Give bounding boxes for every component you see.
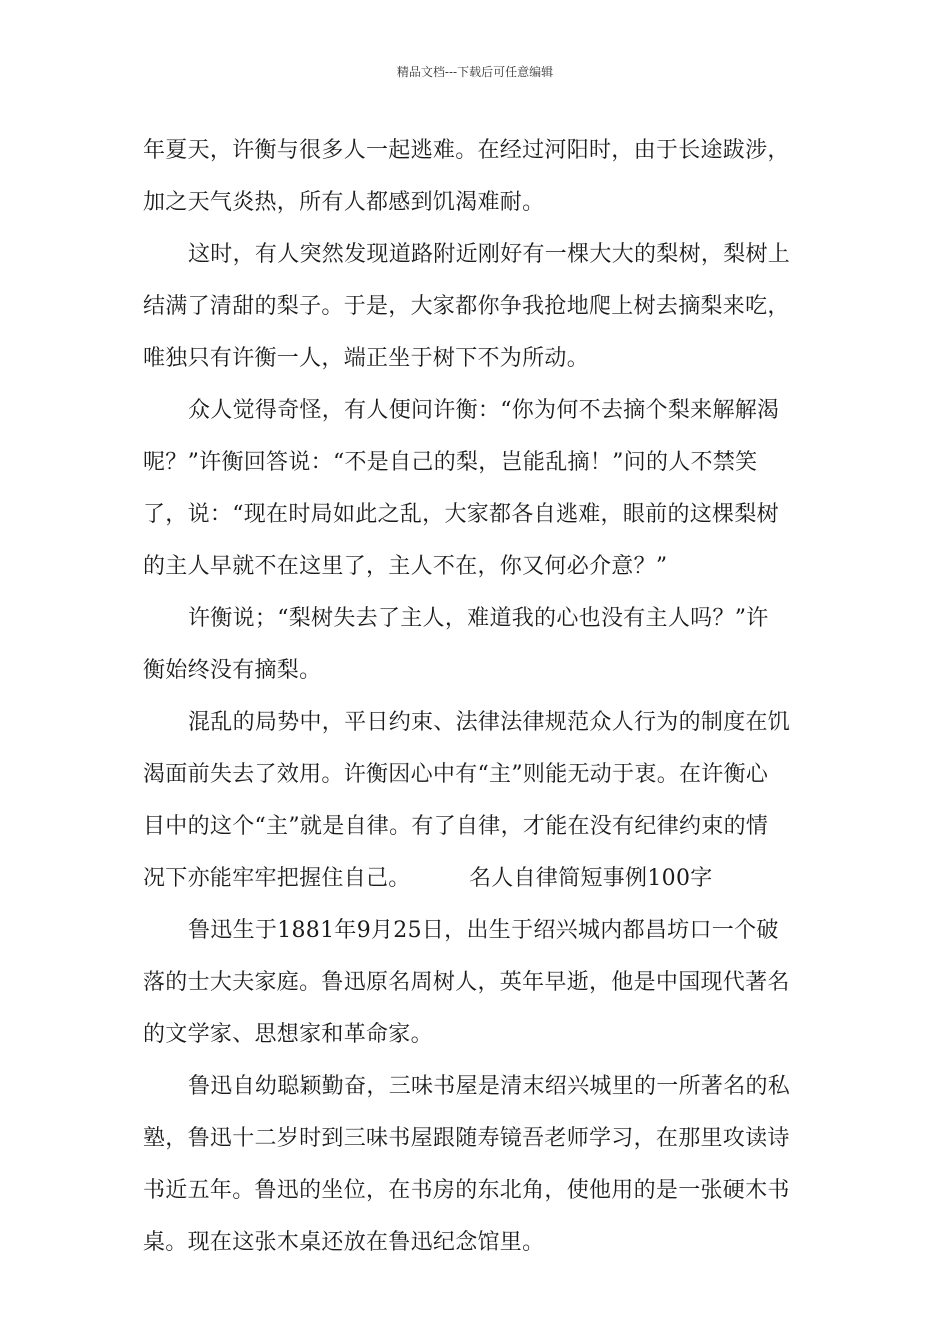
text-line: 混乱的局势中，平日约束、法律法律规范众人行为的制度在饥 (188, 710, 791, 735)
text-line: 塾，鲁迅十二岁时到三味书屋跟随寿镜吾老师学习，在那里攻读诗 (143, 1126, 790, 1151)
text-line: 呢？”许衡回答说：“不是自己的梨，岂能乱摘！”问的人不禁笑 (143, 450, 758, 475)
text-line: 这时，有人突然发现道路附近刚好有一棵大大的梨树，梨树上 (188, 242, 791, 267)
text-line: 鲁迅自幼聪颖勤奋，三味书屋是清末绍兴城里的一所著名的私 (188, 1074, 791, 1099)
text-line: 的文学家、思想家和革命家。 (143, 1022, 433, 1047)
text-line: 了，说：“现在时局如此之乱，大家都各自逃难，眼前的这棵梨树 (143, 502, 779, 527)
text-line: 的主人早就不在这里了，主人不在，你又何必介意？” (143, 554, 668, 579)
text-line: 渴面前失去了效用。许衡因心中有“主”则能无动于衷。在许衡心 (143, 762, 769, 787)
text-line: 结满了清甜的梨子。于是，大家都你争我抢地爬上树去摘梨来吃， (143, 294, 790, 319)
text-line: 衡始终没有摘梨。 (143, 658, 322, 683)
text-line: 许衡说；“梨树失去了主人，难道我的心也没有主人吗？”许 (188, 606, 769, 631)
document-body (143, 129, 807, 1273)
text-line: 鲁迅生于1881年9月25日，出生于绍兴城内都昌坊口一个破 (188, 918, 779, 943)
text-line: 况下亦能牢牢把握住自己。 名人自律简短事例100字 (143, 866, 713, 891)
text-line: 加之天气炎热，所有人都感到饥渴难耐。 (143, 190, 545, 215)
text-line: 桌。现在这张木桌还放在鲁迅纪念馆里。 (143, 1230, 545, 1255)
page-header: 精品文档---下载后可任意编辑 (396, 65, 554, 79)
text-line: 书近五年。鲁迅的坐位，在书房的东北角，使他用的是一张硬木书 (143, 1178, 790, 1203)
text-line: 年夏天，许衡与很多人一起逃难。在经过河阳时，由于长途跋涉， (143, 138, 790, 163)
text-line: 落的士大夫家庭。鲁迅原名周树人，英年早逝，他是中国现代著名 (143, 970, 790, 995)
text-line: 目中的这个“主”就是自律。有了自律，才能在没有纪律约束的情 (143, 814, 769, 839)
text-line: 唯独只有许衡一人，端正坐于树下不为所动。 (143, 346, 590, 371)
text-line: 众人觉得奇怪，有人便问许衡：“你为何不去摘个梨来解解渴 (188, 398, 780, 423)
